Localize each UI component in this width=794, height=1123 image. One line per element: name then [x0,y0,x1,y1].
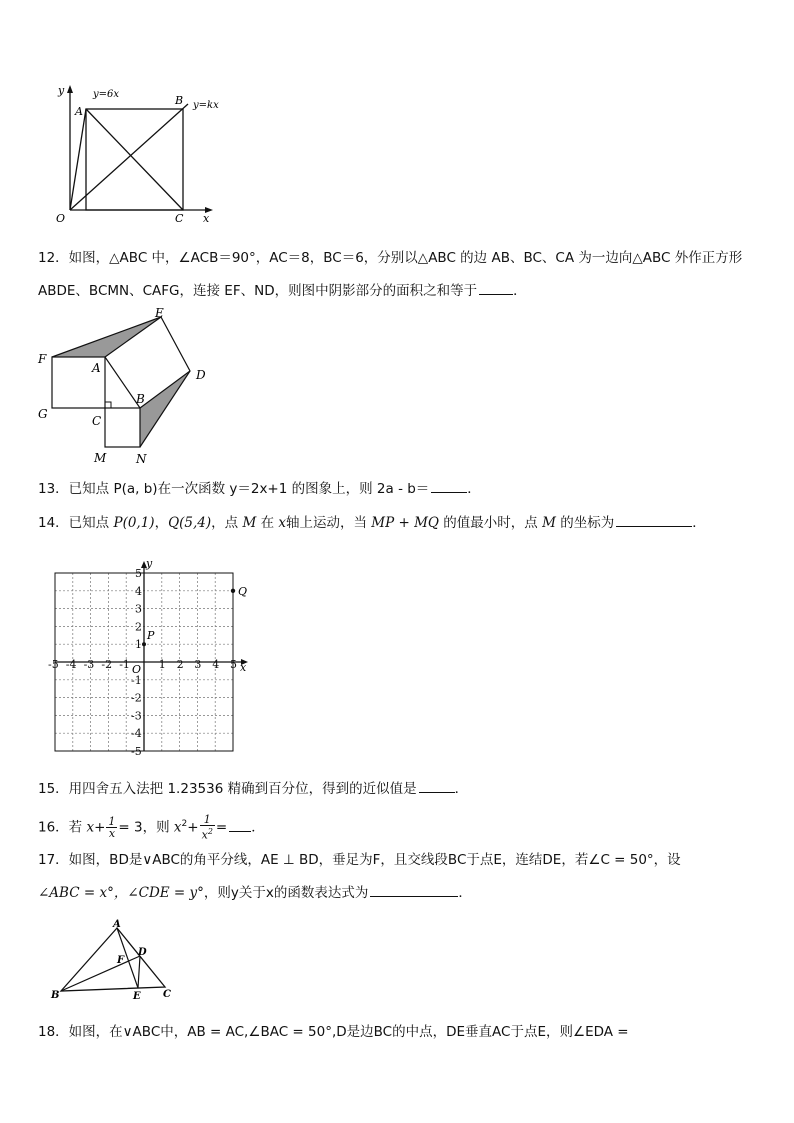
q17-line2b: ，则y关于x的函数表达式为 [203,885,369,901]
grid-x-tick-label: -1 [119,658,130,671]
grid-y-tick-label: -1 [131,673,142,687]
grid-x-tick-label: 2 [176,658,184,671]
fig11-origin: O [56,212,66,225]
q14-M: M [242,515,257,531]
fig12-label-N: N [136,452,147,466]
grid-y-tick-label: 3 [135,602,142,616]
figure-q17-triangle [45,918,185,1003]
grid-y-tick-label: -3 [131,709,142,723]
grid-origin-label: O [132,663,142,676]
fig12-label-A: A [92,361,101,375]
grid-y-label: y [146,557,153,570]
q12-text-line2: ABDE、BCMN、CAFG，连接 EF、ND，则图中阴影部分的面积之和等于 [38,283,478,299]
q12-answer-blank[interactable] [479,280,513,295]
q17-text-line1: 17．如图，BD是∨ABC的角平分线，AE ⊥ BD，垂足为F，且交线段BC于点E，连结DE，若∠C = 50°，设 [38,852,681,868]
grid-y-tick-label: -2 [131,691,142,705]
fig12-label-E: E [155,306,164,320]
grid-x-tick-label: -2 [101,658,113,671]
grid-point-P [142,642,146,646]
q14-mid2: 在 [260,515,275,531]
q15-text: 15．用四舍五入法把 1.23536 精确到百分位，得到的近似值是 [38,781,417,797]
q14-expr: MP + MQ [371,515,439,531]
question-14 [38,512,706,533]
fig11-label-A: A [75,105,83,118]
q14-M2: M [542,515,556,531]
fig17-label-C: C [163,989,171,1000]
question-17-line1 [38,850,681,870]
q14-mid3: 轴上运动，当 [286,515,367,531]
grid-x-tick-label: 4 [212,658,220,671]
q16-x1: x [86,819,95,836]
q16-plus: + [94,819,106,836]
q12-text-line1: 12．如图，△ABC 中，∠ACB＝90°，AC＝8，BC＝6，分别以△ABC 的边 AB、BC、CA 为一边向△ABC 外作正方形 [38,250,743,266]
q16-prefix: 16．若 [38,819,83,836]
fig12-label-M: M [94,451,107,465]
question-17-line2 [38,882,472,903]
question-12-line2 [38,280,527,301]
q16-frac1-den: x [108,827,116,840]
q16-answer-blank[interactable] [229,817,251,832]
question-15 [38,778,468,799]
question-16 [38,810,265,842]
grid-x-tick-label: -4 [65,658,77,671]
q16-frac2-den-x: x [201,828,208,842]
q17-answer-blank[interactable] [370,882,458,897]
fig12-label-G: G [38,407,48,421]
fig11-label-B: B [175,94,184,107]
q16-frac2-num: 1 [200,814,215,826]
q16-sq: 2 [181,819,188,829]
fig17-label-D: D [138,947,147,958]
grid-y-tick-label: -5 [131,745,142,758]
grid-y-tick-label: -4 [131,727,142,741]
grid-point-Q-label: Q [238,585,248,598]
q14-prefix: 14．已知点 [38,515,110,531]
q16-frac1-num: 1 [108,815,116,828]
grid-y-tick-label: 4 [135,584,142,598]
q15-answer-blank[interactable] [419,778,455,793]
fig11-label-C: C [175,212,184,225]
q16-eq3: = 3 [118,819,143,836]
grid-y-tick-label: 1 [135,638,142,652]
figure-q11-coordinate-square [48,82,228,227]
fig11-line2: y=kx [193,100,219,111]
q14-mid5: 的坐标为 [560,515,615,531]
grid-point-Q [231,589,235,593]
grid-y-tick-label: 2 [135,620,142,634]
q12-end: ． [513,283,527,299]
fig12-label-B: B [136,392,145,406]
grid-x-tick-label: 3 [194,658,202,671]
q16-x2: x [173,819,182,836]
fig11-x-label: x [203,212,210,225]
question-18 [38,1022,629,1042]
grid-point-P-label: P [147,629,155,642]
fig12-label-F: F [38,352,47,366]
grid-y-tick-label: 5 [135,567,142,580]
q14-point-P: P(0,1) [113,515,155,531]
grid-x-tick-label: -5 [48,658,59,671]
q16-frac2-den [200,826,215,841]
q16-plus2: + [187,819,199,836]
grid-x-tick-label: -3 [83,658,95,671]
q14-x: x [278,515,286,531]
figure-q12-squares [30,305,220,470]
fig17-label-A: A [113,919,121,930]
fig12-label-C: C [92,414,102,428]
fig17-label-B: B [51,990,60,1001]
question-13 [38,478,481,499]
q14-sep: ， [154,515,169,531]
fig12-label-D: D [196,368,206,382]
q16-fraction-2 [200,814,215,841]
q16-mid: ，则 [142,819,170,836]
q13-answer-blank[interactable] [431,478,467,493]
fig17-label-F: F [117,955,125,966]
q18-text: 18．如图，在∨ABC中，AB = AC,∠BAC = 50°,D是边BC的中点，DE垂直AC于点E，则∠EDA = [38,1024,629,1040]
q16-end: ． [251,819,265,836]
q16-frac2-den-sq: 2 [207,827,213,837]
grid-x-tick-label: 1 [158,658,166,671]
q16-eq: = [215,819,228,836]
q14-mid1: ，点 [211,515,239,531]
q17-line2a: ∠ABC = x°，∠CDE = y° [38,885,204,901]
q14-answer-blank[interactable] [616,512,692,527]
q13-end: ． [467,481,481,497]
question-12-line1 [38,248,742,268]
fig11-line1: y=6x [93,89,120,100]
grid-x-tick-label: 5 [230,658,237,671]
q14-point-Q: Q(5,4) [168,515,212,531]
fig11-y-label: y [58,84,65,97]
q17-end: ． [458,885,472,901]
q13-text: 13．已知点 P(a, b)在一次函数 y＝2x+1 的图象上，则 2a - b＝ [38,481,430,497]
grid-x-label: x [240,661,247,674]
q14-mid4: 的值最小时，点 [443,515,538,531]
q16-fraction-1 [106,816,117,839]
figure-q14-grid [48,555,258,760]
q14-end: ． [692,515,706,531]
q15-end: ． [454,781,469,797]
fig17-label-E: E [133,991,141,1002]
